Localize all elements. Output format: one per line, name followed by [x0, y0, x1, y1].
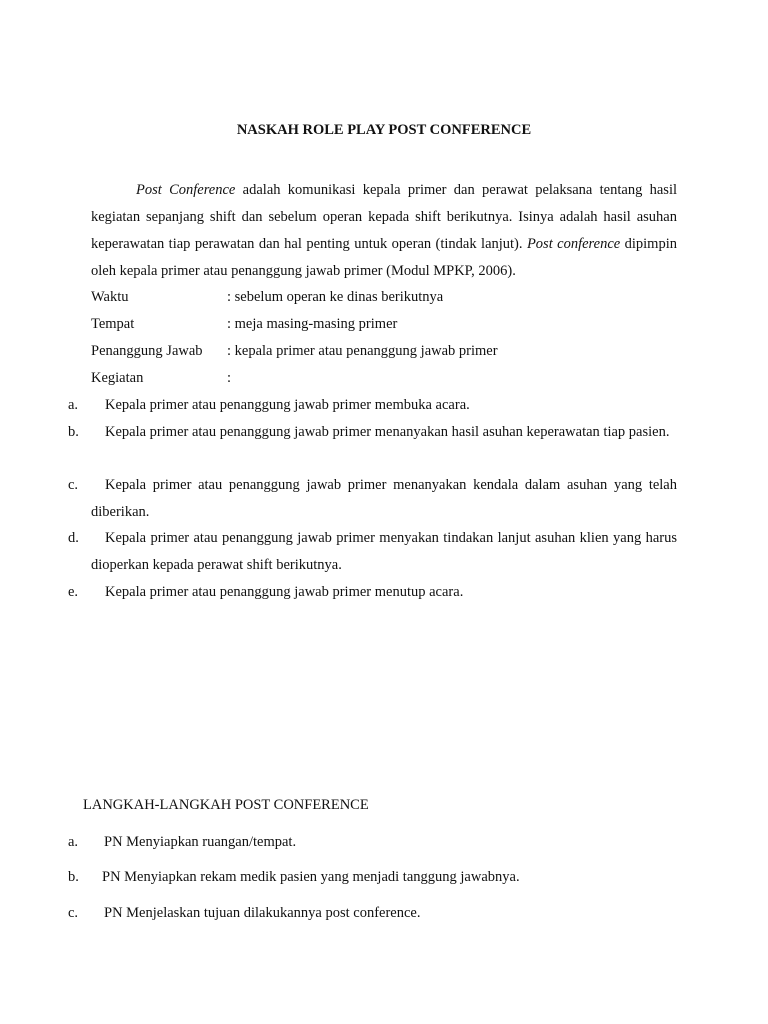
field-waktu — [91, 284, 443, 311]
field-penanggung-jawab — [91, 338, 498, 365]
intro-italic-mid: Post conference — [526, 236, 621, 252]
field-label: Waktu — [91, 289, 129, 305]
document-title: NASKAH ROLE PLAY POST CONFERENCE — [236, 122, 532, 138]
field-label: Tempat — [91, 316, 135, 332]
step-text: PN Menjelaskan tujuan dilakukannya post conference. — [104, 905, 421, 921]
field-label: Kegiatan — [91, 370, 144, 386]
intro-paragraph — [91, 177, 677, 285]
field-value: : meja masing-masing primer — [227, 316, 398, 332]
field-value: : — [227, 370, 232, 386]
list-marker: a. — [68, 397, 79, 413]
list-marker: a. — [68, 834, 79, 850]
activity-text: Kepala primer atau penanggung jawab primer menutup acara. — [105, 584, 464, 600]
field-value: : kepala primer atau penanggung jawab primer — [227, 343, 498, 359]
activity-text: Kepala primer atau penanggung jawab primer membuka acara. — [105, 397, 470, 413]
activity-text: Kepala primer atau penanggung jawab primer menanyakan kendala dalam asuhan yang telah diberikan. — [91, 477, 677, 520]
field-label: Penanggung Jawab — [91, 343, 203, 359]
list-marker: b. — [68, 424, 79, 440]
field-kegiatan — [91, 365, 231, 392]
field-tempat — [91, 311, 397, 338]
step-text: PN Menyiapkan rekam medik pasien yang menjadi tanggung jawabnya. — [102, 869, 520, 885]
list-marker: d. — [68, 530, 79, 546]
activity-text: Kepala primer atau penanggung jawab primer menyakan tindakan lanjut asuhan klien yang harus dioperkan kepada perawat shift berikutnya. — [91, 530, 677, 573]
intro-italic-lead: Post Conference — [136, 182, 236, 198]
intro-text-2: dipimpin oleh kepala primer atau penanggung jawab primer (Modul MPKP, 2006). — [91, 236, 677, 279]
list-marker: c. — [68, 905, 79, 921]
list-marker: e. — [68, 584, 79, 600]
list-marker: b. — [68, 869, 79, 885]
steps-heading: LANGKAH-LANGKAH POST CONFERENCE — [83, 797, 369, 813]
step-text: PN Menyiapkan ruangan/tempat. — [104, 834, 297, 850]
list-marker: c. — [68, 477, 79, 493]
activity-text: Kepala primer atau penanggung jawab primer menanyakan hasil asuhan keperawatan tiap pasien. — [105, 424, 670, 440]
intro-text-1: adalah komunikasi kepala primer dan perawat pelaksana tentang hasil kegiatan sepanjang shift dan sebelum operan kepada shift berikutnya. Isinya adalah hasil asuhan keperawatan tiap perawatan dan hal penting untuk operan (tindak lanjut). — [91, 182, 677, 252]
field-value: : sebelum operan ke dinas berikutnya — [227, 289, 444, 305]
